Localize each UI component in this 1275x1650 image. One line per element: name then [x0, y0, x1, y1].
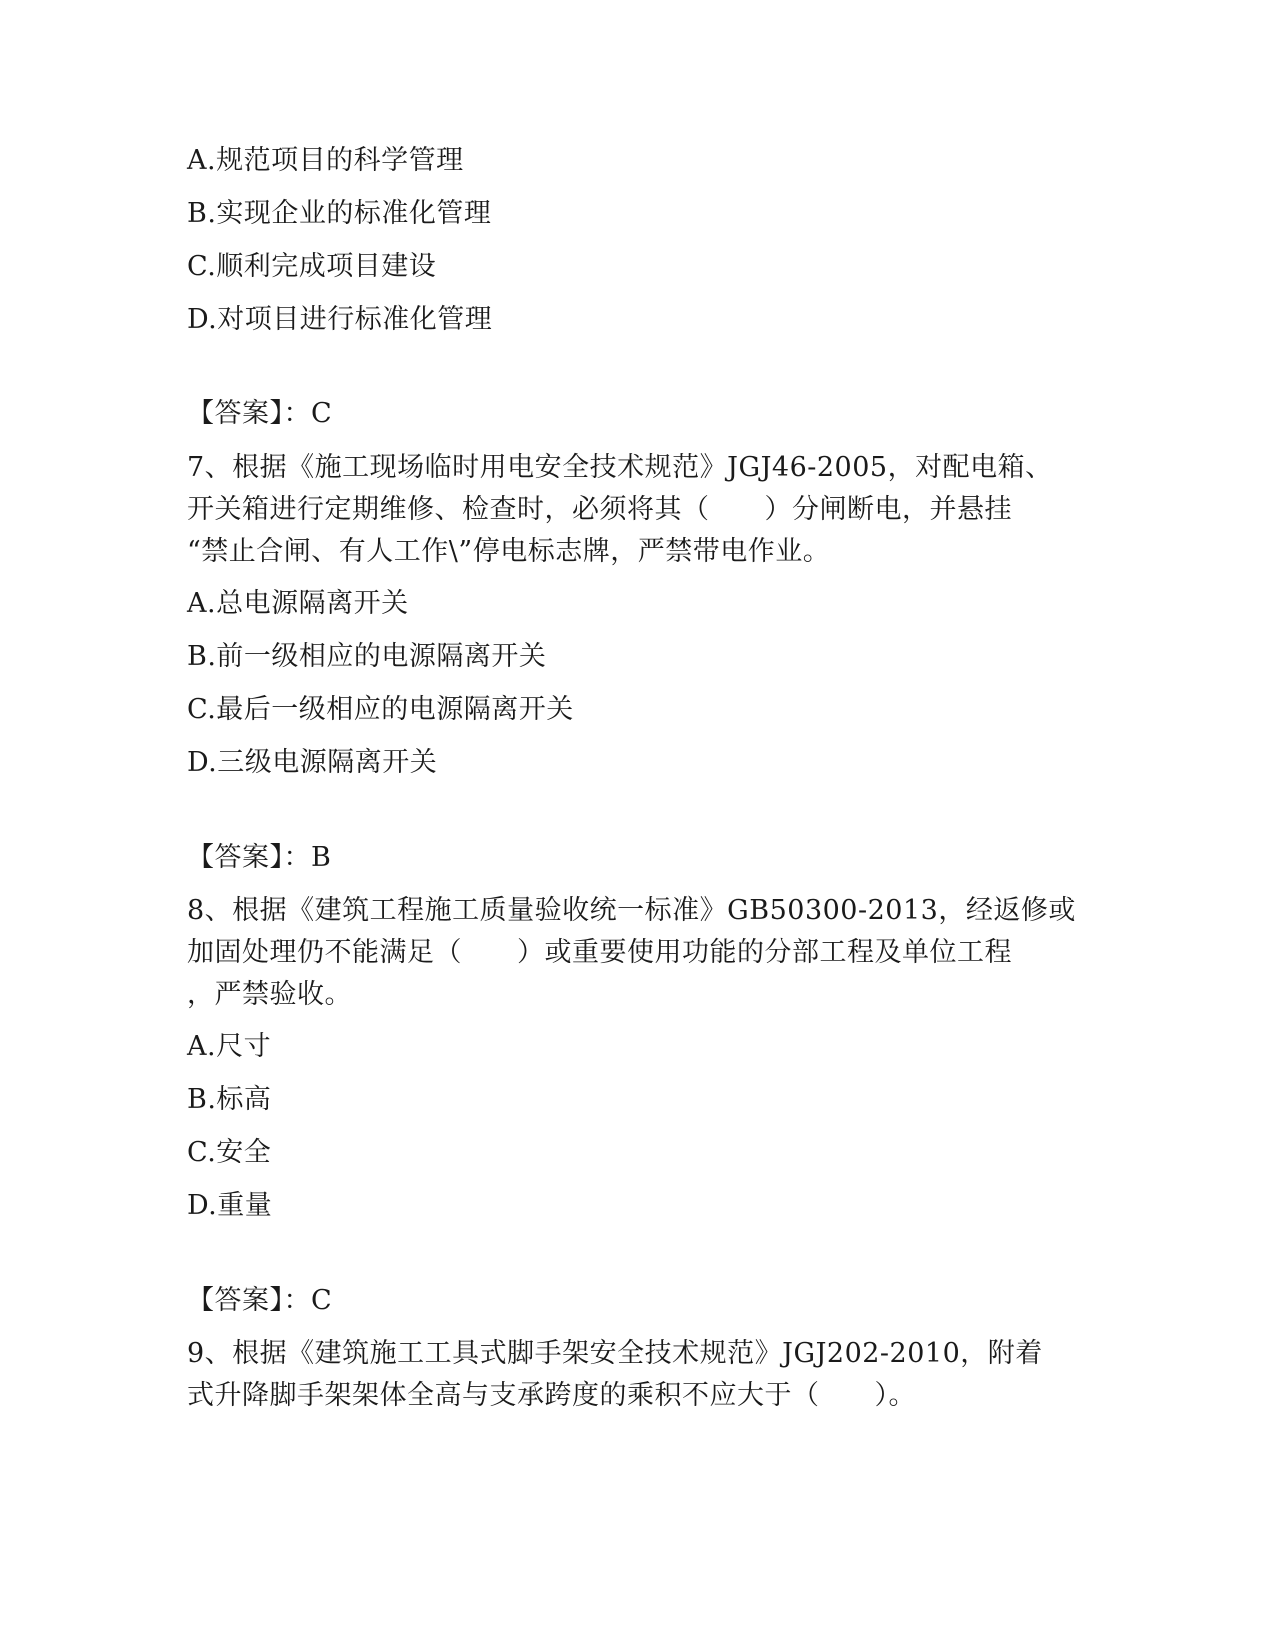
q7-option-d: D.三级电源隔离开关	[187, 747, 438, 778]
q6-option-b: B.实现企业的标准化管理	[187, 198, 492, 229]
q8-answer: 【答案】：C	[187, 1285, 333, 1316]
q7-text-line-3: “禁止合闸、有人工作\”停电标志牌，严禁带电作业。	[187, 536, 831, 567]
q7-option-b: B.前一级相应的电源隔离开关	[187, 641, 547, 672]
q9-text-line-2: 式升降脚手架架体全高与支承跨度的乘积不应大于（ ）。	[187, 1380, 916, 1411]
q7-answer: 【答案】：B	[187, 842, 332, 873]
q8-text-line-1: 8、根据《建筑工程施工质量验收统一标准》GB50300-2013，经返修或	[187, 895, 1076, 926]
q8-option-d: D.重量	[187, 1190, 273, 1221]
q6-option-c: C.顺利完成项目建设	[187, 251, 437, 282]
q8-text-line-3: ，严禁验收。	[187, 979, 352, 1010]
q7-option-a: A.总电源隔离开关	[187, 588, 409, 619]
q7-text-line-1: 7、根据《施工现场临时用电安全技术规范》JGJ46-2005，对配电箱、	[187, 452, 1053, 483]
q6-option-a: A.规范项目的科学管理	[187, 145, 464, 176]
q8-option-a: A.尺寸	[187, 1031, 272, 1062]
q8-text-line-2: 加固处理仍不能满足（ ）或重要使用功能的分部工程及单位工程	[187, 937, 1012, 968]
q7-option-c: C.最后一级相应的电源隔离开关	[187, 694, 574, 725]
q9-text-line-1: 9、根据《建筑施工工具式脚手架安全技术规范》JGJ202-2010，附着	[187, 1338, 1043, 1369]
q8-option-b: B.标高	[187, 1084, 272, 1115]
q6-answer: 【答案】：C	[187, 398, 333, 429]
q7-text-line-2: 开关箱进行定期维修、检查时，必须将其（ ）分闸断电，并悬挂	[187, 494, 1012, 525]
q6-option-d: D.对项目进行标准化管理	[187, 304, 493, 335]
q8-option-c: C.安全	[187, 1137, 272, 1168]
